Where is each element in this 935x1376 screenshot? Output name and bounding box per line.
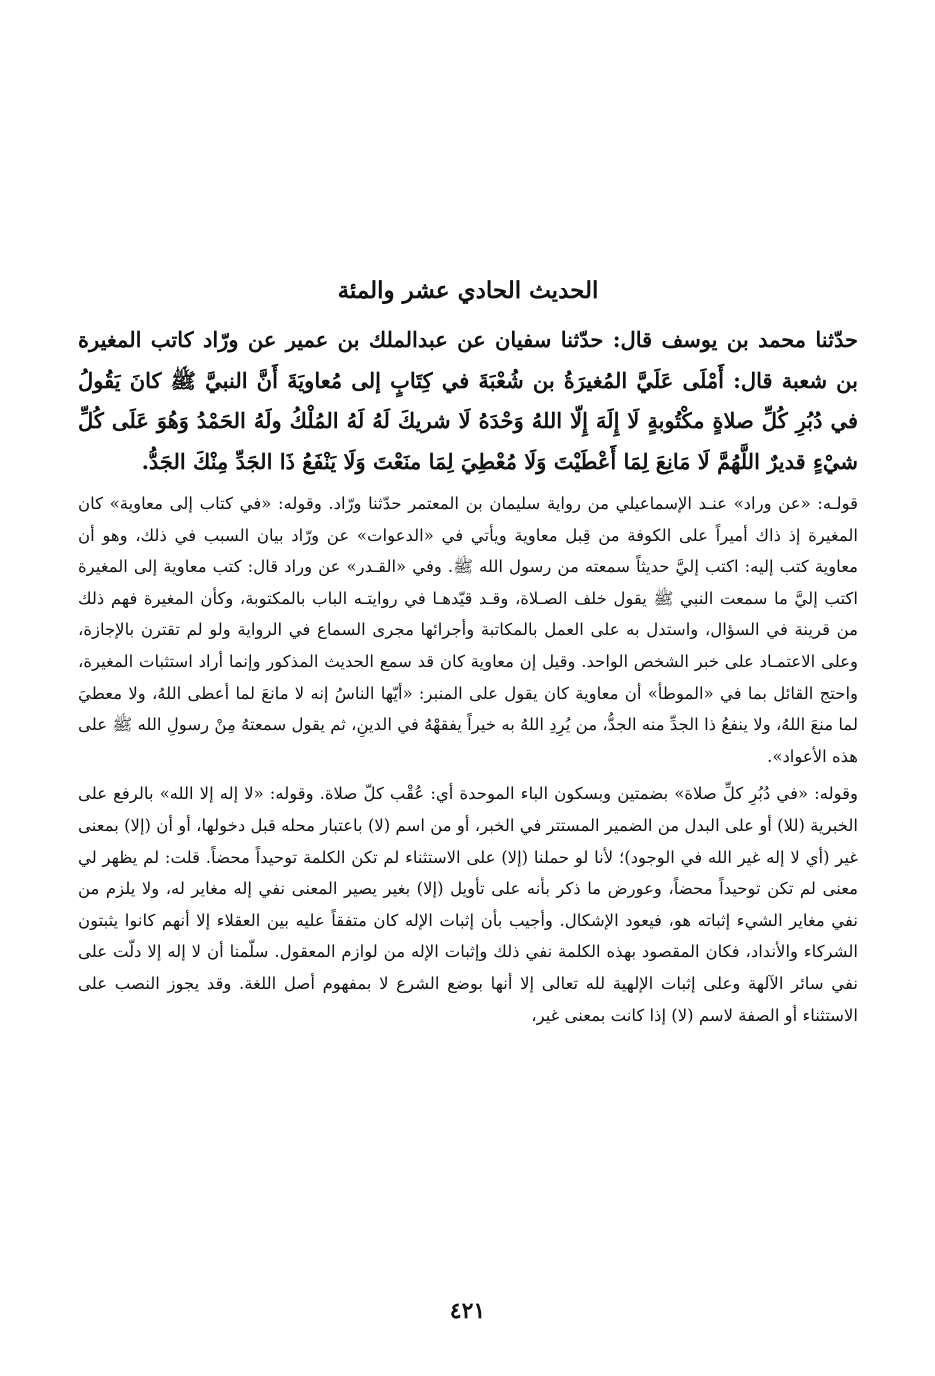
commentary-paragraph-1: قولـه: «عن وراد» عنـد الإسماعيلي من رواية سليمان بن المعتمر حدّثنا ورّاد. وقوله: «في كتاب إلى معاوية» كان المغيرة إذ ذاك أميراً على الكوفة من قِبل معاوية ويأتي في «الدعوات» عن ورّاد بيان السبب في ذلك، وهو أن معاوية كتب إليه: اكتب إليَّ حديثاً سمعته من رسول الله ﷺ. وفي «القـدر» عن وراد قال: كتب معاوية إلى المغيرة اكتب إليَّ ما سمعت النبي ﷺ يقول خلف الصـلاة، وقـد قيّدهـا في روايتـه الباب بالمكتوبة، وكأن المغيرة فهم ذلك من قرينة في السؤال، واستدل به على العمل بالمكاتبة وأجرائها مجرى السماع في الرواية ولو لم تقترن بالإجازة، وعلى الاعتمـاد على خبر الشخص الواحد. وقيل إن معاوية كان قد سمع الحديث المذكور وإنما أراد استثبات المغيرة، واحتج القائل بما في «الموطأ» أن معاوية كان يقول على المنبر: «أيّها الناسُ إنه لا مانعَ لما أعطى اللهُ، ولا معطيَ لما منعَ اللهُ، ولا ينفعُ ذا الجدِّ منه الجدُّ، من يُرِدِ اللهُ به خيراً يفقهْهُ في الدينِ، ثم يقول سمعتهُ مِنْ رسولِ الله ﷺ على هذه الأعواد». — [78, 494, 858, 766]
page-number: ٤٢١ — [449, 1298, 486, 1324]
page-body — [78, 262, 858, 1031]
commentary-paragraph-2: وقوله: «في دُبُرِ كلِّ صلاة» بضمتين وبسكون الباء الموحدة أي: عُقْب كلّ صلاة. وقوله: «لا إله إلا الله» بالرفع على الخبرية (للا) أو على البدل من الضمير المستتر في الخبر، أو من اسم (لا) باعتبار محله قبل دخولها، أو أن (إلا) بمعنى غير (أي لا إله غير الله في الوجود)؛ لأنا لو حملنا (إلا) على الاستثناء لم تكن الكلمة توحيداً محضاً. قلت: لم يظهر لي معنى لم تكن توحيداً محضاً، وعورض ما ذكر بأنه على تأويل (إلا) بغير يصير المعنى نفي إله مغاير له، ولا يلزم من نفي مغاير الشيء إثباته هو، فيعود الإشكال. وأجيب بأن إثبات الإله كان متفقاً عليه بين العقلاء إلا أنهم كانوا يثبتون الشركاء والأنداد، فكان المقصود بهذه الكلمة نفي ذلك وإثبات الإله من لوازم المعقول. سلّمنا أن لا إله إلا دلّت على نفي سائر الآلهة وعلى إثبات الإلهية لله تعالى إلا أنها بوضع الشرع لا بمفهوم أصل اللغة. وقد يجوز النصب على الاستثناء أو الصفة لاسم (لا) إذا كانت بمعنى غير، — [78, 784, 858, 1025]
hadith-text: حدّثنا محمد بن يوسف قال: حدّثنا سفيان عن عبدالملك بن عمير عن ورّاد كاتب المغيرة بن شعبة قال: أَمْلَى عَلَيَّ المُغيرَةُ بن شُعْبَةَ في كِتَابٍ إلى مُعاويَةَ أَنَّ النبيَّ ﷺ كانَ يَقُولُ في دُبُرِ كُلِّ صلاةٍ مكْتُوبةٍ لَا إِلَهَ إِلّا اللهُ وَحْدَهُ لَا شريكَ لَهُ لَهُ المُلْكُ ولَهُ الحَمْدُ وَهُوَ عَلَى كُلِّ شيْءٍ قديرٌ اللَّهُمَّ لَا مَانِعَ لِمَا أَعْطَيْتَ وَلَا مُعْطِيَ لِمَا منَعْتَ وَلَا يَنْفَعُ ذَا الجَدِّ مِنْكَ الجَدُّ. — [78, 327, 858, 474]
hadith-heading: الحديث الحادي عشر والمئة — [337, 277, 599, 304]
